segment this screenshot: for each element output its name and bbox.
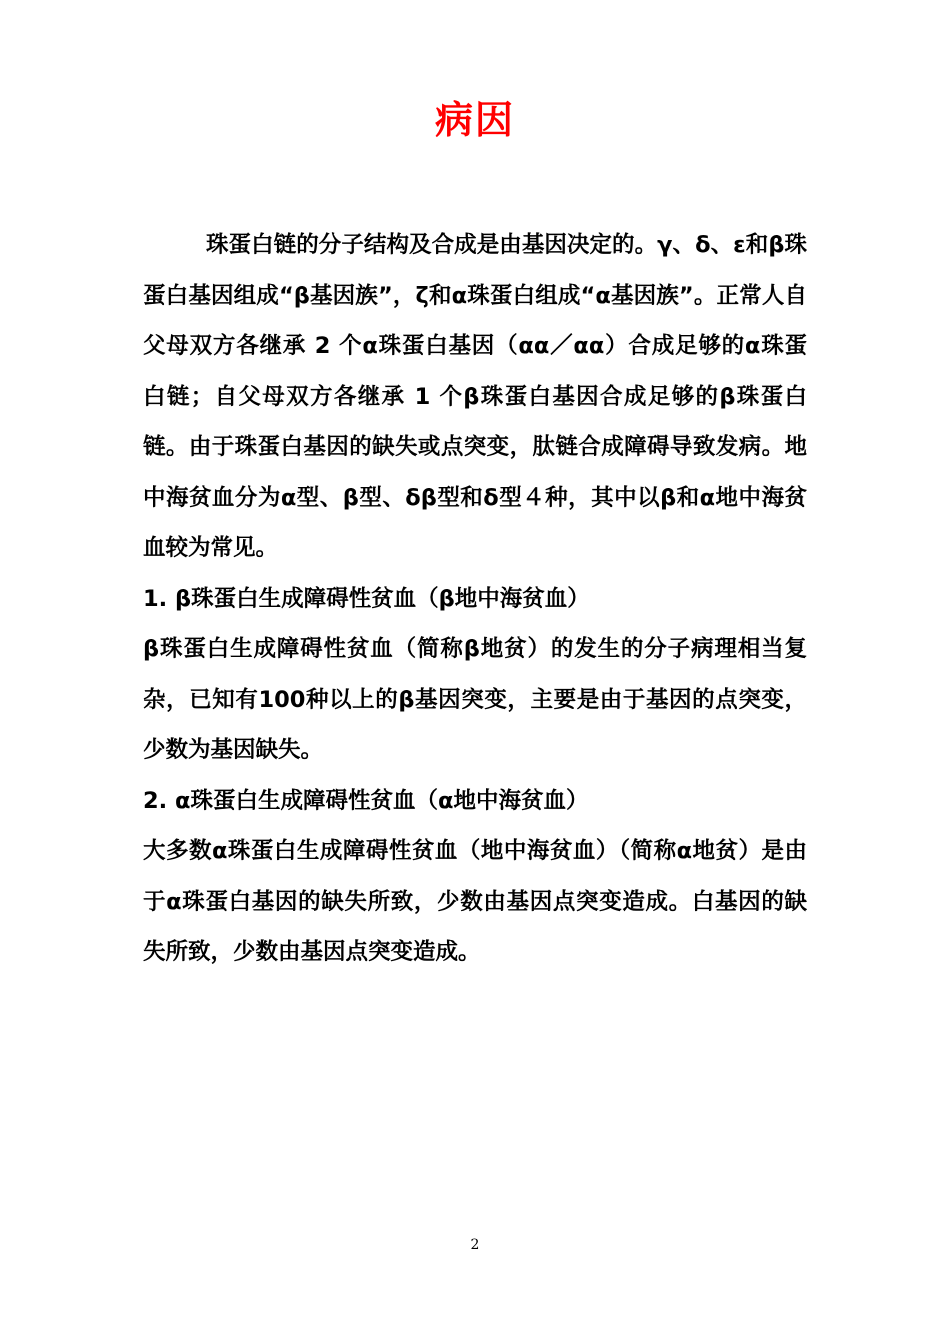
heading-alpha-thalassemia: 2. α珠蛋白生成障碍性贫血（α地中海贫血） [143,787,589,814]
paragraph-alpha-thalassemia: 大多数α珠蛋白生成障碍性贫血（地中海贫血）（简称α地贫）是由于α珠蛋白基因的缺失所致，少数由基因点突变造成。白基因的缺失所致，少数由基因点突变造成。 [143,838,807,965]
paragraph-etiology-intro: 珠蛋白链的分子结构及合成是由基因决定的。γ、δ、ε和β珠蛋白基因组成“β基因族”，ζ和α珠蛋白组成“α基因族”。正常人自父母双方各继承 2 个α珠蛋白基因（αα／αα）合成足够的α珠蛋白链；自父母双方各继承 1 个β珠蛋白基因合成足够的β珠蛋白链。由于珠蛋白基因的缺失或点突变，肽链合成障碍导致发病。地中海贫血分为α型、β型、δβ型和δ型４种，其中以β和α地中海贫血较为常见。 [143,232,807,561]
document-body [143,220,807,978]
page-title: 病因 [434,98,515,142]
page-number: 2 [470,1237,480,1253]
heading-beta-thalassemia: 1. β珠蛋白生成障碍性贫血（β地中海贫血） [143,585,590,612]
paragraph-beta-thalassemia: β珠蛋白生成障碍性贫血（简称β地贫）的发生的分子病理相当复杂，已知有100种以上的β基因突变，主要是由于基因的点突变，少数为基因缺失。 [143,636,807,763]
